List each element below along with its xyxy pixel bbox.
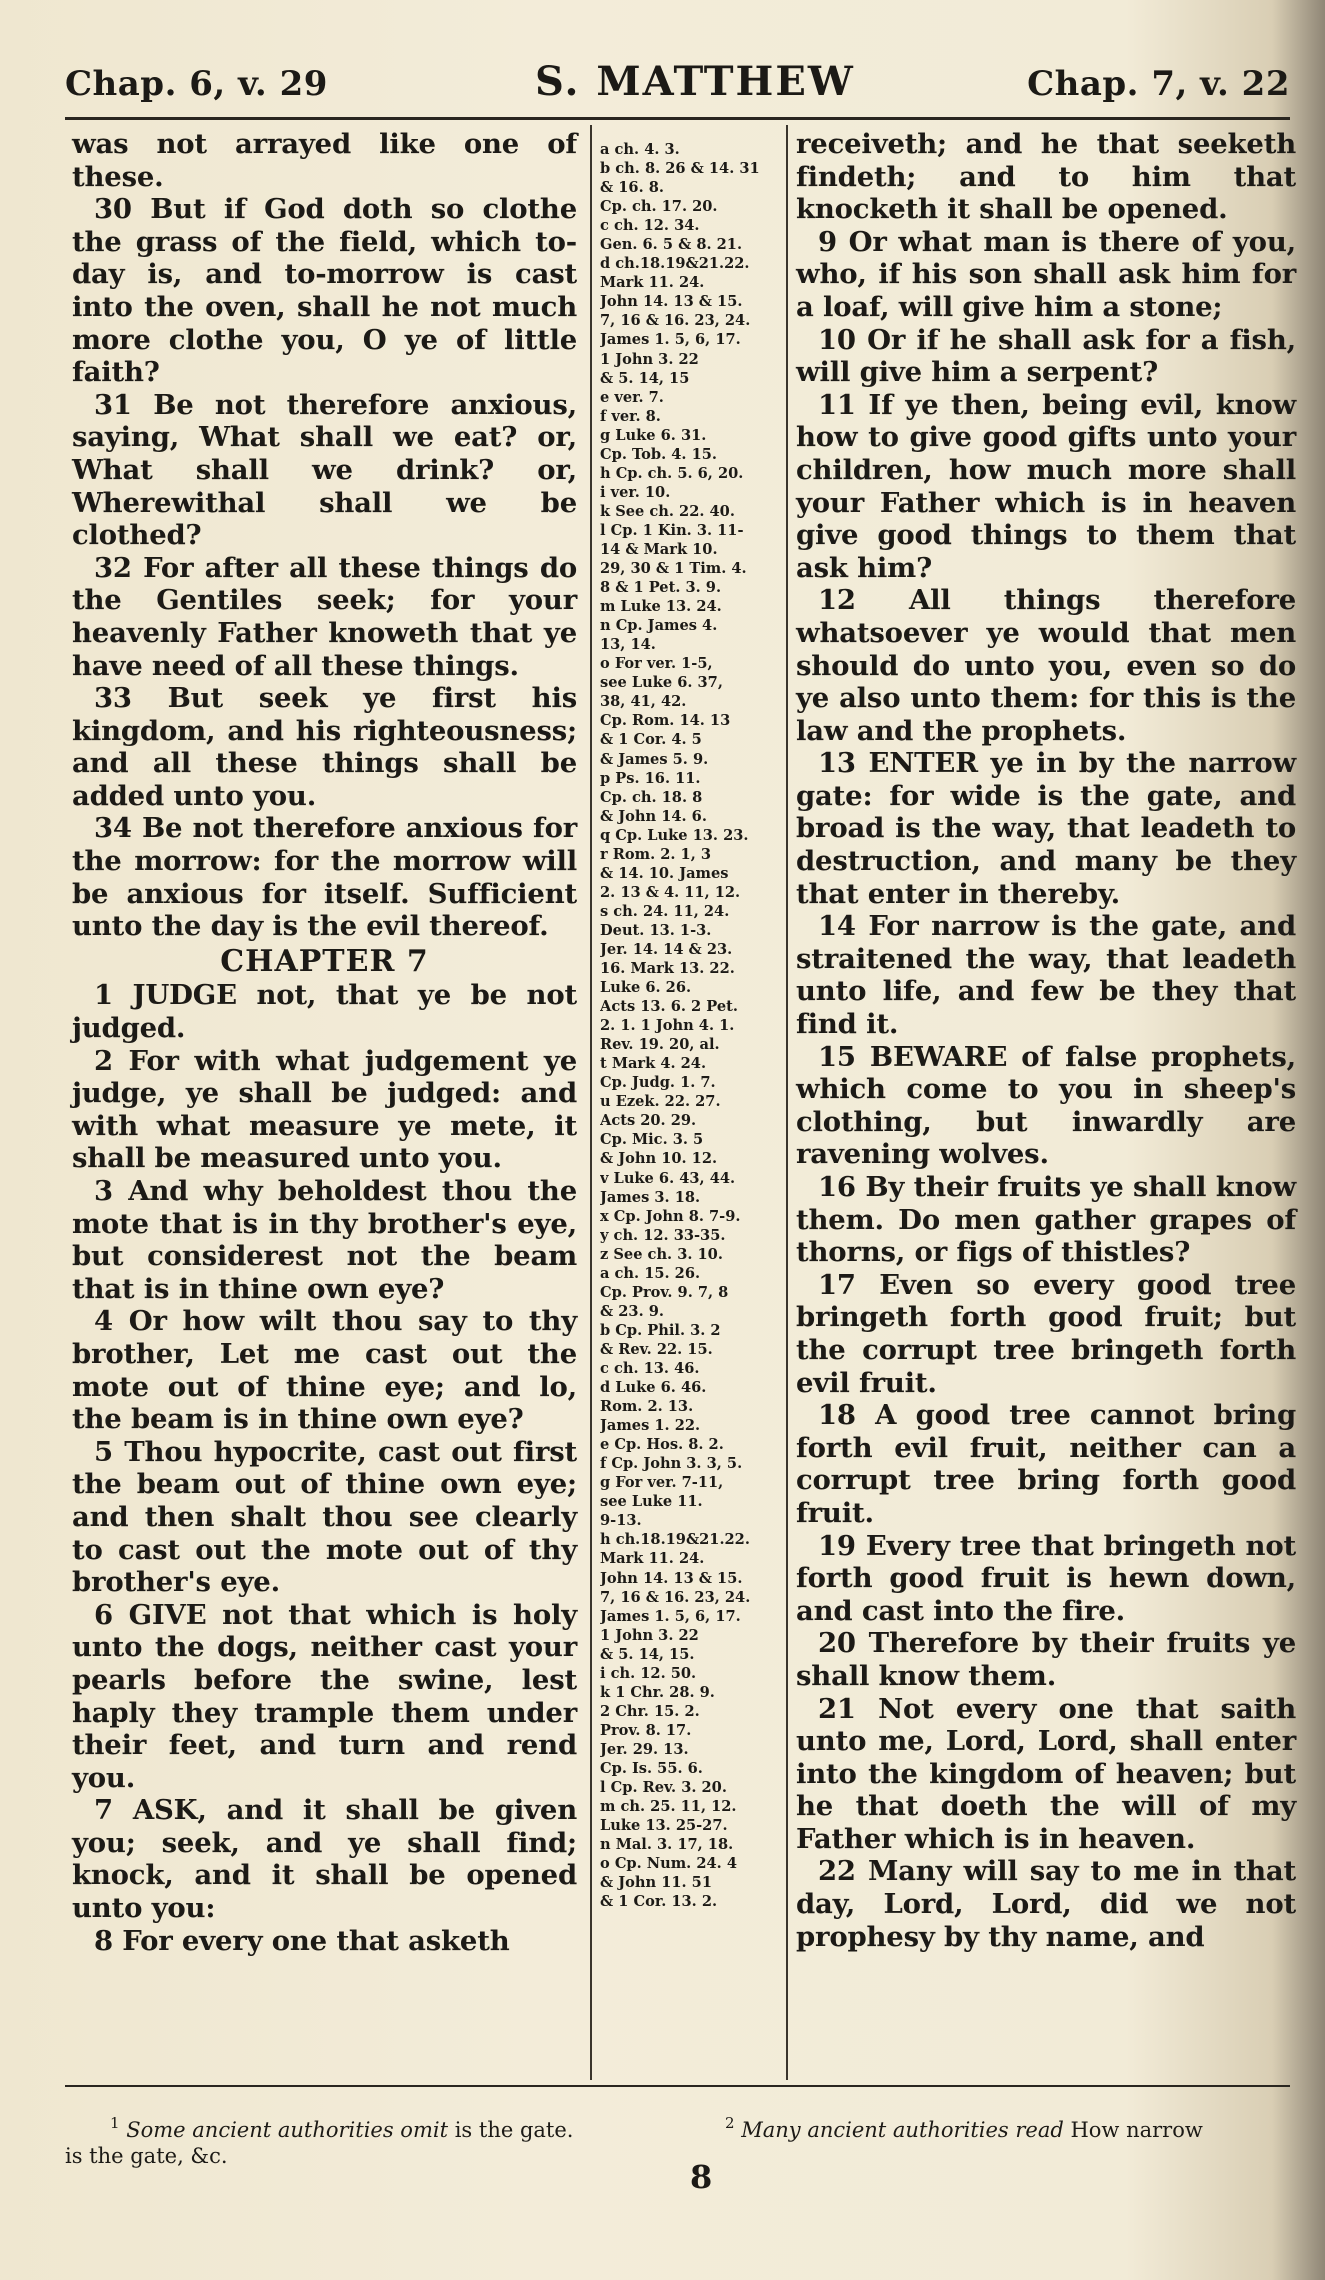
- cross-ref-line: Cp. Judg. 1. 7.: [600, 1074, 716, 1092]
- verse-34: 34 Be not therefore anxious for the morrow: for the morrow will be anxious for itself. Sufficient unto the day is the evil thereof.: [72, 812, 577, 943]
- cross-ref-line: g Luke 6. 31.: [600, 426, 707, 444]
- cross-ref-line: h ch.18.19&21.22.: [600, 1531, 750, 1549]
- cross-ref-line: Gen. 6. 5 & 8. 21.: [600, 236, 743, 254]
- cross-ref-line: Cp. Rom. 14. 13: [600, 712, 731, 730]
- column-rule-left: [590, 125, 592, 2080]
- cross-ref-line: i ch. 12. 50.: [600, 1664, 697, 1682]
- cross-ref-line: d Luke 6. 46.: [600, 1379, 707, 1397]
- cross-ref-line: see Luke 6. 37,: [600, 674, 723, 692]
- cross-ref-line: Cp. ch. 17. 20.: [600, 198, 718, 216]
- cross-ref-line: k See ch. 22. 40.: [600, 502, 735, 520]
- cross-ref-line: Prov. 8. 17.: [600, 1721, 692, 1739]
- left-text-column: [72, 128, 577, 1957]
- cross-ref-line: t Mark 4. 24.: [600, 1055, 707, 1073]
- cross-ref-line: Deut. 13. 1-3.: [600, 921, 712, 939]
- page-number: 8: [690, 2158, 713, 2196]
- cross-ref-line: g For ver. 7-11,: [600, 1474, 724, 1492]
- header-book-title: S. MATTHEW: [535, 58, 855, 105]
- verse-1: 1 JUDGE not, that ye be not judged.: [72, 979, 577, 1045]
- header-chapter-end: Chap. 7, v. 22: [1027, 64, 1290, 104]
- cross-ref-line: l Cp. 1 Kin. 3. 11-: [600, 521, 744, 539]
- cross-ref-line: 8 & 1 Pet. 3. 9.: [600, 579, 722, 597]
- cross-ref-line: 9-13.: [600, 1512, 642, 1530]
- cross-ref-line: 2. 13 & 4. 11, 12.: [600, 883, 741, 901]
- cross-ref-line: c ch. 13. 46.: [600, 1360, 700, 1377]
- cross-ref-line: & John 11. 51: [600, 1874, 712, 1892]
- cross-ref-line: & Rev. 22. 15.: [600, 1340, 713, 1358]
- cross-ref-line: e ver. 7.: [600, 388, 664, 406]
- cross-ref-line: John 14. 13 & 15.: [600, 1569, 743, 1587]
- verse-19: 19 Every tree that bringeth not forth good fruit is hewn down, and cast into the fire.: [796, 1529, 1296, 1627]
- cross-ref-line: & James 5. 9.: [600, 750, 709, 768]
- cross-ref-line: f ver. 8.: [600, 407, 661, 425]
- verse-21: 21 Not every one that saith unto me, Lord, Lord, shall enter into the kingdom of heaven; but he that doeth the will of my Father which is in heaven.: [796, 1692, 1296, 1855]
- verse-2: 2 For with what judgement ye judge, ye shall be judged: and with what measure ye mete, it shall be measured unto you.: [72, 1044, 577, 1175]
- cross-ref-line: 7, 16 & 16. 23, 24.: [600, 312, 751, 330]
- cross-ref-line: d ch.18.19&21.22.: [600, 255, 750, 273]
- verse-30: 30 But if God doth so clothe the grass of the field, which to-day is, and to-morrow is cast into the oven, shall he not much more clothe you, O ye of little faith?: [72, 193, 577, 389]
- cross-ref-line: m ch. 25. 11, 12.: [600, 1798, 737, 1816]
- footnote-2: [725, 2114, 1203, 2143]
- cross-ref-line: n Cp. James 4.: [600, 617, 718, 635]
- cross-ref-line: b Cp. Phil. 3. 2: [600, 1321, 721, 1339]
- cross-ref-line: & 23. 9.: [600, 1302, 664, 1320]
- cross-ref-line: 16. Mark 13. 22.: [600, 960, 735, 978]
- cross-ref-line: Cp. ch. 18. 8: [600, 788, 703, 806]
- cross-ref-line: k 1 Chr. 28. 9.: [600, 1683, 715, 1701]
- cross-ref-line: James 3. 18.: [600, 1188, 701, 1206]
- verse-9: 9 Or what man is there of you, who, if his son shall ask him for a loaf, will give him a stone;: [796, 225, 1296, 323]
- cross-ref-line: Cp. Prov. 9. 7, 8: [600, 1283, 729, 1301]
- verse-10: 10 Or if he shall ask for a fish, will give him a serpent?: [796, 323, 1296, 389]
- cross-ref-line: see Luke 11.: [600, 1493, 703, 1511]
- verse-line: receiveth; and he that seeketh findeth; and to him that knocketh it shall be opened.: [796, 128, 1296, 226]
- cross-ref-line: x Cp. John 8. 7-9.: [600, 1207, 741, 1225]
- verse-12: 12 All things therefore whatsoever ye would that men should do unto you, even so do ye also unto them: for this is the law and the prophets.: [796, 584, 1296, 747]
- cross-ref-line: 2. 1. 1 John 4. 1.: [600, 1017, 735, 1035]
- cross-ref-line: & 16. 8.: [600, 179, 664, 197]
- verse-11: 11 If ye then, being evil, know how to give good gifts unto your children, how much more shall your Father which is in heaven give good things to them that ask him?: [796, 388, 1296, 584]
- footnote-1-text: is the gate.: [454, 2118, 574, 2142]
- cross-ref-line: a ch. 4. 3.: [600, 141, 680, 158]
- verse-3: 3 And why beholdest thou the mote that is in thy brother's eye, but considerest not the beam that is in thine own eye?: [72, 1175, 577, 1305]
- cross-ref-line: James 1. 5, 6, 17.: [600, 331, 741, 349]
- cross-ref-line: i ver. 10.: [600, 483, 671, 501]
- cross-ref-line: 38, 41, 42.: [600, 693, 687, 711]
- verse-8: 8 For every one that asketh: [94, 1924, 510, 1957]
- cross-ref-line: h Cp. ch. 5. 6, 20.: [600, 464, 744, 482]
- cross-ref-line: 29, 30 & 1 Tim. 4.: [600, 560, 747, 578]
- cross-ref-line: m Luke 13. 24.: [600, 598, 722, 616]
- cross-ref-line: Cp. Is. 55. 6.: [600, 1759, 703, 1777]
- cross-ref-line: 1 John 3. 22: [600, 1626, 699, 1644]
- cross-ref-line: Jer. 14. 14 & 23.: [600, 940, 733, 958]
- cross-ref-line: & John 14. 6.: [600, 807, 707, 825]
- verse-33: 33 But seek ye first his kingdom, and his righteousness; and all these things shall be added unto you.: [72, 682, 577, 812]
- verse-5: 5 Thou hypocrite, cast out first the beam out of thine own eye; and then shalt thou see clearly to cast out the mote out of thy brother's eye.: [72, 1435, 577, 1599]
- footnote-2-text: How narrow: [1070, 2118, 1203, 2142]
- chapter-heading: CHAPTER 7: [220, 943, 429, 979]
- cross-ref-line: Acts 13. 6. 2 Pet.: [600, 998, 738, 1016]
- cross-reference-column: [600, 140, 782, 1911]
- cross-ref-line: James 1. 5, 6, 17.: [600, 1607, 741, 1625]
- verse-4: 4 Or how wilt thou say to thy brother, Let me cast out the mote out of thine eye; and lo, the beam is in thine own eye?: [72, 1305, 577, 1436]
- cross-ref-line: & 14. 10. James: [600, 864, 729, 882]
- cross-ref-line: a ch. 15. 26.: [600, 1264, 701, 1282]
- cross-ref-line: Mark 11. 24.: [600, 1550, 705, 1568]
- header-rule: [65, 117, 1290, 120]
- cross-ref-line: p Ps. 16. 11.: [600, 769, 701, 787]
- cross-ref-line: John 14. 13 & 15.: [600, 293, 743, 311]
- verse-18: 18 A good tree cannot bring forth evil fruit, neither can a corrupt tree bring forth good fruit.: [796, 1399, 1296, 1529]
- cross-ref-line: Rev. 19. 20, al.: [600, 1036, 720, 1054]
- verse-32: 32 For after all these things do the Gentiles seek; for your heavenly Father knoweth that ye have need of all these things.: [72, 551, 577, 682]
- cross-ref-line: 2 Chr. 15. 2.: [600, 1702, 700, 1720]
- verse-31: 31 Be not therefore anxious, saying, What shall we eat? or, What shall we drink? or, Wherewithal shall we be clothed?: [72, 388, 577, 552]
- cross-ref-line: o Cp. Num. 24. 4: [600, 1855, 737, 1873]
- cross-ref-line: Luke 6. 26.: [600, 979, 692, 997]
- cross-ref-line: c ch. 12. 34.: [600, 217, 700, 235]
- cross-ref-line: Cp. Mic. 3. 5: [600, 1131, 704, 1149]
- cross-ref-line: f Cp. John 3. 3, 5.: [600, 1455, 743, 1473]
- verse-22: 22 Many will say to me in that day, Lord, Lord, did we not prophesy by thy name, and: [796, 1855, 1296, 1953]
- cross-ref-line: l Cp. Rev. 3. 20.: [600, 1779, 727, 1797]
- footnote-2-italic: Many ancient authorities read: [741, 2118, 1064, 2142]
- cross-ref-line: & 1 Cor. 4. 5: [600, 731, 702, 749]
- verse-line: was not arrayed like one of these.: [72, 128, 577, 193]
- footnote-2-number: 2: [725, 2114, 735, 2132]
- footnote-1-number: 1: [110, 2114, 120, 2132]
- footnote-1: [110, 2114, 574, 2143]
- verse-17: 17 Even so every good tree bringeth forth good fruit; but the corrupt tree bringeth forth evil fruit.: [796, 1268, 1296, 1399]
- cross-ref-line: 14 & Mark 10.: [600, 540, 718, 558]
- cross-ref-line: Acts 20. 29.: [600, 1112, 697, 1130]
- cross-ref-line: b ch. 8. 26 & 14. 31: [600, 160, 760, 178]
- verse-15: 15 BEWARE of false prophets, which come to you in sheep's clothing, but inwardly are ravening wolves.: [796, 1040, 1296, 1171]
- cross-ref-line: & 1 Cor. 13. 2.: [600, 1893, 718, 1911]
- cross-ref-line: 13, 14.: [600, 636, 656, 654]
- cross-ref-line: z See ch. 3. 10.: [600, 1245, 723, 1263]
- cross-ref-line: q Cp. Luke 13. 23.: [600, 826, 749, 844]
- verse-6: 6 GIVE not that which is holy unto the dogs, neither cast your pearls before the swine, lest haply they trample them under their feet, and turn and rend you.: [72, 1598, 577, 1794]
- cross-ref-line: Jer. 29. 13.: [600, 1740, 689, 1758]
- footnote-1-italic: Some ancient authorities omit: [126, 2118, 449, 2142]
- cross-ref-line: s ch. 24. 11, 24.: [600, 902, 730, 920]
- cross-ref-line: & John 10. 12.: [600, 1150, 718, 1168]
- cross-ref-line: & 5. 14, 15.: [600, 1645, 695, 1663]
- cross-ref-line: u Ezek. 22. 27.: [600, 1093, 721, 1111]
- cross-ref-line: v Luke 6. 43, 44.: [600, 1169, 736, 1187]
- column-rule-right: [786, 125, 788, 2080]
- cross-ref-line: 7, 16 & 16. 23, 24.: [600, 1588, 751, 1606]
- cross-ref-line: Cp. Tob. 4. 15.: [600, 445, 717, 463]
- right-text-column: [796, 128, 1296, 1953]
- cross-ref-line: 1 John 3. 22: [600, 350, 699, 368]
- cross-ref-line: James 1. 22.: [600, 1417, 701, 1435]
- verse-7: 7 ASK, and it shall be given you; seek, and ye shall find; knock, and it shall be opened unto you:: [72, 1794, 577, 1925]
- cross-ref-line: y ch. 12. 33-35.: [600, 1226, 726, 1244]
- cross-ref-line: o For ver. 1-5,: [600, 655, 713, 673]
- cross-ref-line: Luke 13. 25-27.: [600, 1817, 728, 1835]
- cross-ref-line: & 5. 14, 15: [600, 369, 690, 387]
- cross-ref-line: e Cp. Hos. 8. 2.: [600, 1436, 724, 1454]
- cross-ref-line: Mark 11. 24.: [600, 274, 705, 292]
- verse-20: 20 Therefore by their fruits ye shall know them.: [796, 1627, 1296, 1692]
- footnote-1-continuation: is the gate, &c.: [65, 2144, 228, 2168]
- cross-ref-line: Rom. 2. 13.: [600, 1398, 694, 1416]
- footnote-rule: [65, 2085, 1290, 2087]
- running-header: [65, 58, 1290, 118]
- verse-13: 13 ENTER ye in by the narrow gate: for wide is the gate, and broad is the way, that leadeth to destruction, and many be they that enter in thereby.: [796, 747, 1296, 910]
- verse-14: 14 For narrow is the gate, and straitened the way, that leadeth unto life, and few be they that find it.: [796, 910, 1296, 1041]
- cross-ref-line: r Rom. 2. 1, 3: [600, 845, 712, 863]
- verse-16: 16 By their fruits ye shall know them. Do men gather grapes of thorns, or figs of thistles?: [796, 1171, 1296, 1269]
- cross-ref-line: n Mal. 3. 17, 18.: [600, 1836, 734, 1854]
- header-chapter-start: Chap. 6, v. 29: [65, 64, 328, 104]
